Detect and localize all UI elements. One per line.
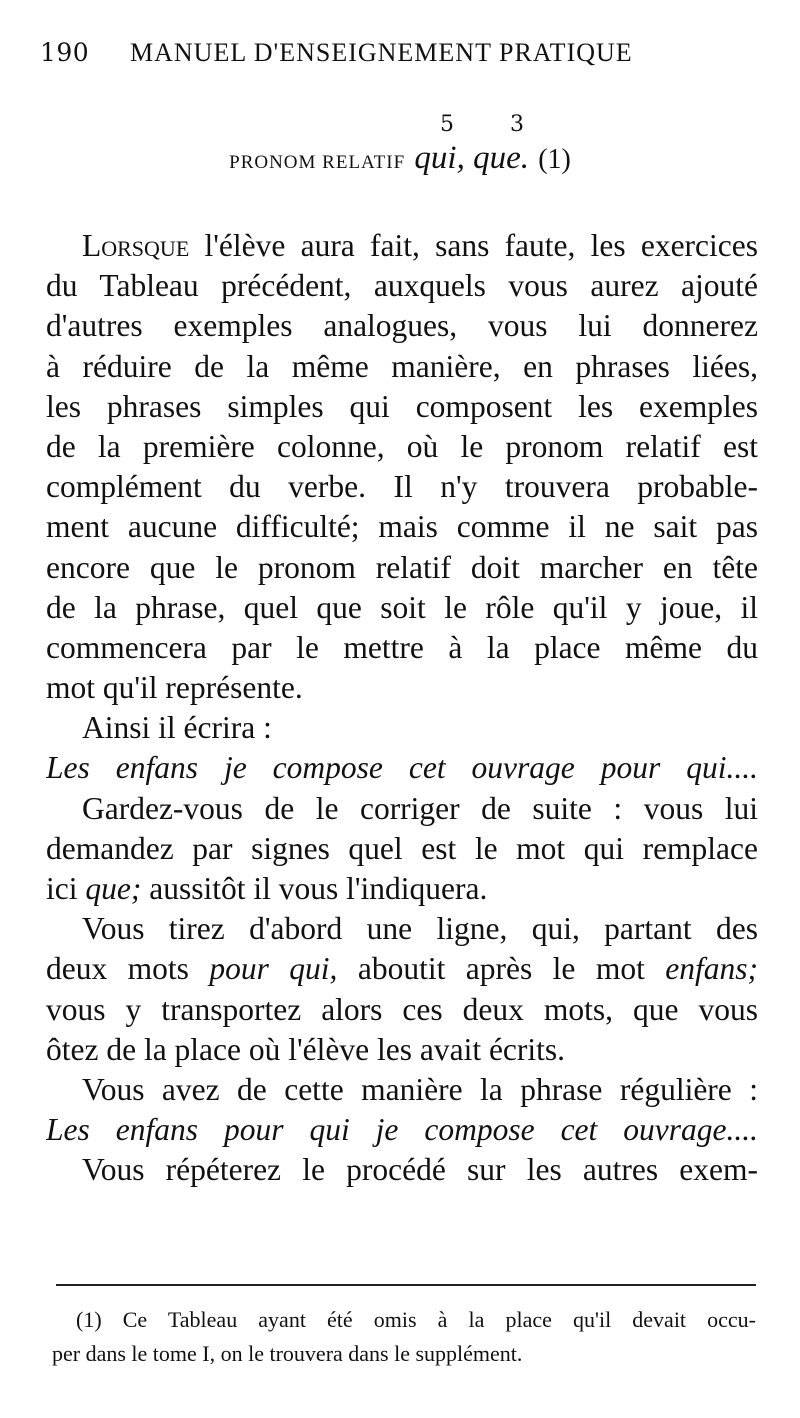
example-sentence: Les enfans je compose cet ouvrage pour qui....	[46, 750, 758, 786]
section-number: 3	[510, 112, 524, 137]
footnote-reference: (1)	[538, 144, 571, 175]
paragraph-line: demandez par signes quel est le mot qui remplace	[46, 830, 758, 866]
paragraph-line: ici que; aussitôt il vous l'indiquera.	[46, 871, 488, 906]
running-title: MANUEL D'ENSEIGNEMENT PRATIQUE	[130, 38, 633, 67]
paragraph-line: Ainsi il écrira :	[82, 710, 272, 746]
footnote-line: per dans le tome I, on le trouvera dans le supplément.	[52, 1341, 523, 1366]
paragraph-line: Vous avez de cette manière la phrase régulière :	[82, 1071, 758, 1107]
paragraph-line: deux mots pour qui, aboutit après le mot enfans;	[46, 951, 758, 987]
running-head	[40, 38, 760, 68]
body-text	[46, 226, 758, 1191]
paragraph-line: Vous répéterez le procédé sur les autres exem-	[82, 1152, 758, 1188]
paragraph-line: de la première colonne, où le pronom relatif est	[46, 428, 758, 464]
paragraph-line: d'autres exemples analogues, vous lui donnerez	[46, 308, 758, 344]
paragraph-line: vous y transportez alors ces deux mots, que vous	[46, 991, 758, 1027]
footnote-rule	[56, 1284, 756, 1286]
paragraph-line: encore que le pronom relatif doit marcher en tête	[46, 549, 758, 585]
paragraph-line: Lorsque l'élève aura fait, sans faute, les exercices	[82, 228, 758, 263]
section-number: 5	[440, 112, 454, 137]
paragraph-line: à réduire de la même manière, en phrases liées,	[46, 348, 758, 384]
paragraph-line: ment aucune difficulté; mais comme il ne sait pas	[46, 509, 758, 545]
paragraph-line: complément du verbe. Il n'y trouvera probable-	[46, 469, 758, 505]
drop-word: Lorsque	[82, 228, 190, 263]
section-italic-words: qui, que.	[414, 140, 529, 176]
footnote-line: (1) Ce Tableau ayant été omis à la place qu'il devait occu-	[76, 1307, 756, 1332]
paragraph-line: Gardez-vous de le corriger de suite : vous lui	[82, 790, 758, 826]
footnote	[52, 1303, 756, 1371]
paragraph-line: Vous tirez d'abord une ligne, qui, partant des	[82, 911, 758, 947]
page-number: 190	[40, 38, 90, 67]
section-numbers	[440, 112, 580, 137]
paragraph-line: mot qu'il représente.	[46, 670, 303, 706]
paragraph-line: de la phrase, quel que soit le rôle qu'il y joue, il	[46, 589, 758, 625]
paragraph-line: du Tableau précédent, auxquels vous aurez ajouté	[46, 268, 758, 304]
paragraph-line: commencera par le mettre à la place même du	[46, 629, 758, 665]
section-label: PRONOM RELATIF	[229, 152, 406, 173]
example-sentence: Les enfans pour qui je compose cet ouvrage....	[46, 1112, 758, 1148]
section-title	[0, 140, 800, 177]
paragraph-line: ôtez de la place où l'élève les avait écrits.	[46, 1031, 566, 1067]
paragraph-line: les phrases simples qui composent les exemples	[46, 388, 758, 424]
